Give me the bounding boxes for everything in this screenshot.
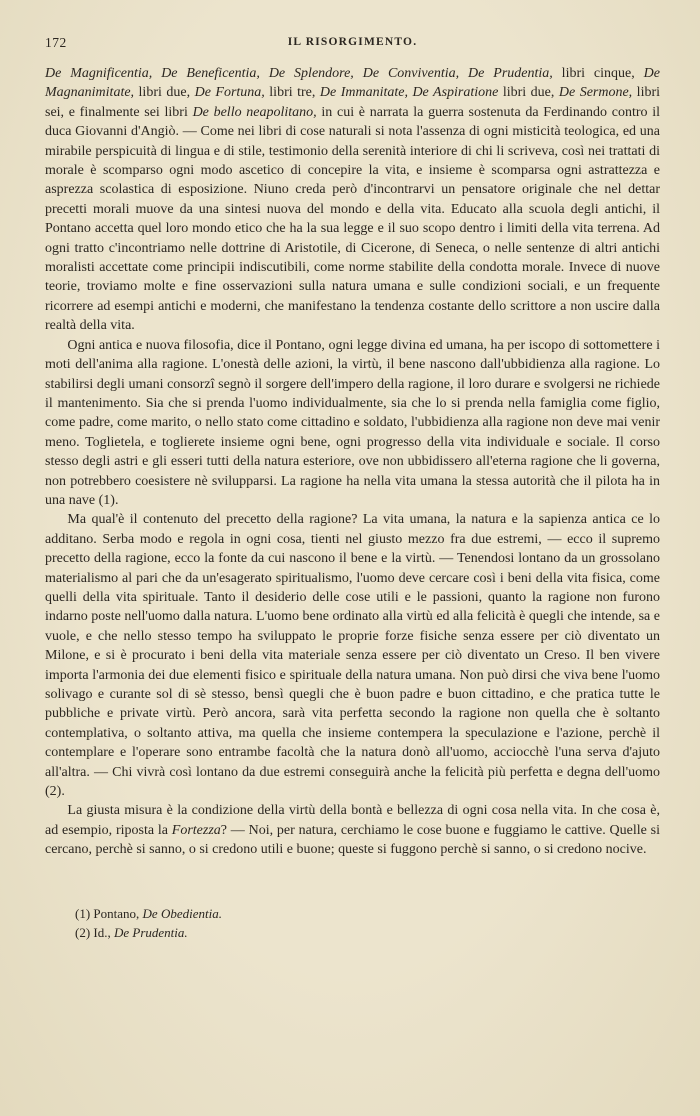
italic-text-run: De bello neapolitano, <box>192 104 317 120</box>
footnotes <box>45 904 660 942</box>
text-run: La giusta misura è la condizione della virtù della bontà e bellezza di ogni cosa nella vita. In che cosa è, ad esempio, riposta la <box>45 803 660 838</box>
italic-text-run: De Magnificentia, De Beneficentia, De Splendore, De Conviventia, De Prudentia, <box>45 66 553 81</box>
text-run: in cui è narrata la guerra sostenuta da Ferdinando contro il duca Giovanni d'Angiò. — Come nei libri di cose naturali si nota l'assenza di ogni misticità teologica, ed una mirabile perspicuità di lingua e di stile, testimonio della serenità interiore di chi li scriveva, così nei trattati di morale è scomparso ogni modo ascetico di concepire la vita, e insieme è scomparsa ogni astrattezza e asprezza scolastica di esposizione. Niuno creda però d'incontrarvi un pensatore originale che nel dettar precetti morali muove da una sintesi nuova del mondo e della vita. Educato alla scuola degli antichi, il Pontano accetta quel loro mondo etico che ha la sua legge e il suo scopo dentro i limiti della vita terrena. Ad ogni tratto c'incontriamo nelle dottrine di Aristotile, di Cicerone, di Seneca, o nelle sentenze di altri antichi moralisti accettate come principii indiscutibili, come norme stabilite della condotta morale. Invece di nuove teorie, troviamo molte e fine osservazioni sulla natura umana e sulle condizioni sociali, e un frequente ricorrere ad esempi antichi e moderni, che manifestano la tendenza costante dello scrittore a non uscire dalla realtà della vita. <box>45 104 661 334</box>
text-run: Ogni antica e nuova filosofia, dice il Pontano, ogni legge divina ed umana, ha per iscopo di sottomettere i moti dell'anima alla ragione. L'onestà delle azioni, la virtù, il bene nascono dall'ubbidienza alla ragione. Lo stabilirsi degli umani consorzî segnò il sorgere dell'impero della ragione, il loro durare e svolgersi ne richiede il mantenimento. Sia che si prenda l'uomo individualmente, sia che lo si prenda nella famiglia come figlio, come padre, come marito, o nello stato come cittadino e soldato, l'ubbidienza alla ragione non deve mai venir meno. Toglietela, e toglierete insieme ogni bene, ogni progresso della vita individuale e sociale. Il corso stesso degli astri e gli esseri tutti della natura esteriore, ove non ubbidissero all'eterna ragione che li governa, non potrebbero coesistere nè svilupparsi. La ragione ha nella vita umana la stessa autorità che il pilota ha in una nave (1). <box>45 337 660 508</box>
italic-text-run: De Prudentia. <box>114 924 188 940</box>
text-run: (2) Id., <box>75 924 114 940</box>
page-number: 172 <box>45 35 67 50</box>
italic-text-run: De Obedientia. <box>142 905 222 921</box>
footnote <box>75 904 660 923</box>
text-run: libri sei, e finalmente sei libri <box>45 85 661 120</box>
paragraph <box>45 510 660 801</box>
paragraph <box>45 64 660 336</box>
italic-text-run: De Sermone, <box>558 85 633 101</box>
page-header <box>45 34 660 54</box>
running-title: IL RISORGIMENTO. <box>287 36 418 48</box>
text-run: libri due, <box>498 85 559 101</box>
paragraph <box>45 336 660 511</box>
italic-text-run: De Immanitate, De Aspiratione <box>319 85 499 101</box>
text-run: Ma qual'è il contenuto del precetto della ragione? La vita umana, la natura e la sapienza antica ce lo additano. Serba modo e regola in ogni cosa, tienti nel giusto mezzo fra due estremi, — ecco il supremo precetto della ragione, ecco la fonte da cui nascono il bene e la virtù. — Tenendosi lontano da un grossolano materialismo al pari che da un'esagerato spiritualismo, l'uomo deve cercare così i beni della vita fisica, come quelli della vita spirituale. Tanto il desiderio delle cose utili e le passioni, quanto la ragione non furono indarno poste nell'uomo dalla natura. L'uomo bene ordinato alla virtù ed alla felicità è quegli che intende, sa e vuole, e che nello stesso tempo ha sviluppato le proprie forze fisiche senza essere per ciò diventato un Milone, e si è procurato i beni della vita materiale senza essere per ciò diventato un Creso. Il ben vivere importa l'armonia dei due elementi fisico e spirituale della natura umana. Non può dirsi che viva bene l'uomo solivago e curante sol di sè stesso, bensì quegli che è buon padre e buon cittadino, e che pratica tutte le pubbliche e private virtù. Però ancora, sarà vita perfetta secondo la ragione non quella che è soltanto contemplativa, o soltanto attiva, ma quella che insieme contempera la speculazione e l'azione, perchè il contemplare e l'operare sono entrambe facoltà che la natura donò all'uomo, acciocchè l'una serva d'ajuto all'altra. — Chi vivrà così lontano da due estremi conseguirà anche la felicità più perfetta e degna dell'uomo (2). <box>45 512 660 800</box>
text-run: libri due, <box>134 85 195 101</box>
italic-text-run: Fortezza <box>171 822 221 838</box>
text-run: (1) Pontano, <box>75 905 143 921</box>
text-run: libri tre, <box>264 85 320 101</box>
italic-text-run: De Magnanimitate, <box>45 66 660 101</box>
footnote <box>75 923 660 942</box>
text-run: libri cinque, <box>552 66 644 81</box>
body-text <box>45 64 660 860</box>
text-run: ? — Noi, per natura, cerchiamo le cose buone e fuggiamo le cattive. Quelle si cercano, perchè si sanno, o si credono utili e buone; queste si fuggono perchè si sanno, o si credono nocive. <box>45 822 660 858</box>
italic-text-run: De Fortuna, <box>194 85 265 101</box>
paragraph <box>45 801 660 859</box>
